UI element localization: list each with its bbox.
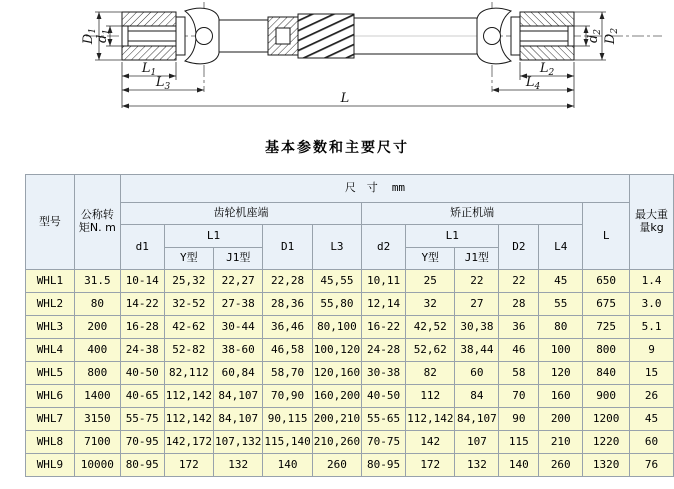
value-cell: 100,120 <box>312 339 361 362</box>
value-cell: 107 <box>455 431 499 454</box>
value-cell: 160 <box>539 385 583 408</box>
value-cell: 112,142 <box>406 408 455 431</box>
label-L2: $L_2$ <box>539 61 555 78</box>
dimensions-table <box>25 174 674 477</box>
value-cell: 82 <box>406 362 455 385</box>
value-cell: 55-75 <box>120 408 164 431</box>
value-cell: 115,140 <box>263 431 312 454</box>
value-cell: 46 <box>499 339 539 362</box>
value-cell: 82,112 <box>164 362 213 385</box>
spline-section <box>268 14 354 58</box>
value-cell: 60 <box>455 362 499 385</box>
table-row <box>26 385 674 408</box>
header-j1-type-gear: J1型 <box>214 248 263 270</box>
value-cell: 25,32 <box>164 270 213 293</box>
value-cell: 200 <box>74 316 120 339</box>
value-cell: 100 <box>539 339 583 362</box>
value-cell: 40-50 <box>120 362 164 385</box>
model-cell: WHL2 <box>26 293 75 316</box>
value-cell: 22 <box>499 270 539 293</box>
value-cell: 1.4 <box>630 270 674 293</box>
label-d1: $d_1$ <box>95 28 112 44</box>
value-cell: 112 <box>406 385 455 408</box>
value-cell: 1400 <box>74 385 120 408</box>
value-cell: 70-95 <box>120 431 164 454</box>
header-j1-type-straightener: J1型 <box>455 248 499 270</box>
size-label: 尺 寸 <box>344 181 378 195</box>
value-cell: 140 <box>499 454 539 477</box>
header-d1: d1 <box>120 225 164 270</box>
value-cell: 132 <box>214 454 263 477</box>
value-cell: 650 <box>583 270 630 293</box>
model-cell: WHL8 <box>26 431 75 454</box>
value-cell: 70 <box>499 385 539 408</box>
model-cell: WHL4 <box>26 339 75 362</box>
header-L3: L3 <box>312 225 361 270</box>
table-row <box>26 293 674 316</box>
value-cell: 172 <box>406 454 455 477</box>
value-cell: 200 <box>539 408 583 431</box>
value-cell: 45 <box>630 408 674 431</box>
value-cell: 58 <box>499 362 539 385</box>
table-row <box>26 316 674 339</box>
value-cell: 40-65 <box>120 385 164 408</box>
value-cell: 24-28 <box>362 339 406 362</box>
value-cell: 60 <box>630 431 674 454</box>
table-row <box>26 362 674 385</box>
value-cell: 140 <box>263 454 312 477</box>
value-cell: 142,172 <box>164 431 213 454</box>
model-cell: WHL6 <box>26 385 75 408</box>
value-cell: 30,38 <box>455 316 499 339</box>
value-cell: 10000 <box>74 454 120 477</box>
value-cell: 10-14 <box>120 270 164 293</box>
value-cell: 800 <box>583 339 630 362</box>
header-D2: D2 <box>499 225 539 270</box>
value-cell: 9 <box>630 339 674 362</box>
value-cell: 26 <box>630 385 674 408</box>
value-cell: 80-95 <box>120 454 164 477</box>
header-straightener-end: 矫正机端 <box>362 203 583 225</box>
value-cell: 52-82 <box>164 339 213 362</box>
value-cell: 725 <box>583 316 630 339</box>
value-cell: 22,27 <box>214 270 263 293</box>
value-cell: 46,58 <box>263 339 312 362</box>
value-cell: 24-38 <box>120 339 164 362</box>
value-cell: 16-28 <box>120 316 164 339</box>
value-cell: 84,107 <box>214 408 263 431</box>
value-cell: 52,62 <box>406 339 455 362</box>
value-cell: 5.1 <box>630 316 674 339</box>
size-unit: mm <box>391 181 406 195</box>
value-cell: 42-62 <box>164 316 213 339</box>
value-cell: 31.5 <box>74 270 120 293</box>
right-yoke <box>477 8 520 64</box>
value-cell: 115 <box>499 431 539 454</box>
value-cell: 260 <box>539 454 583 477</box>
label-L: L <box>340 91 350 106</box>
value-cell: 60,84 <box>214 362 263 385</box>
value-cell: 800 <box>74 362 120 385</box>
value-cell: 42,52 <box>406 316 455 339</box>
table-row <box>26 408 674 431</box>
value-cell: 22 <box>455 270 499 293</box>
header-torque: 公称转矩N. m <box>74 175 120 270</box>
model-cell: WHL7 <box>26 408 75 431</box>
value-cell: 112,142 <box>164 408 213 431</box>
value-cell: 14-22 <box>120 293 164 316</box>
value-cell: 900 <box>583 385 630 408</box>
value-cell: 210,260 <box>312 431 361 454</box>
value-cell: 45 <box>539 270 583 293</box>
header-y-type-straightener: Y型 <box>406 248 455 270</box>
value-cell: 25 <box>406 270 455 293</box>
value-cell: 120 <box>539 362 583 385</box>
table-row <box>26 454 674 477</box>
value-cell: 90 <box>499 408 539 431</box>
value-cell: 172 <box>164 454 213 477</box>
value-cell: 80-95 <box>362 454 406 477</box>
value-cell: 80 <box>539 316 583 339</box>
value-cell: 76 <box>630 454 674 477</box>
value-cell: 210 <box>539 431 583 454</box>
label-D1: $D_1$ <box>81 27 98 45</box>
header-L1-gear: L1 <box>164 225 263 248</box>
value-cell: 132 <box>455 454 499 477</box>
value-cell: 70,90 <box>263 385 312 408</box>
label-L1: $L_1$ <box>141 61 157 78</box>
value-cell: 112,142 <box>164 385 213 408</box>
value-cell: 120,160 <box>312 362 361 385</box>
header-L: L <box>583 203 630 270</box>
table-row <box>26 339 674 362</box>
value-cell: 3150 <box>74 408 120 431</box>
value-cell: 400 <box>74 339 120 362</box>
value-cell: 16-22 <box>362 316 406 339</box>
table-row <box>26 431 674 454</box>
value-cell: 55-65 <box>362 408 406 431</box>
value-cell: 107,132 <box>214 431 263 454</box>
header-L4: L4 <box>539 225 583 270</box>
value-cell: 10,11 <box>362 270 406 293</box>
value-cell: 38-60 <box>214 339 263 362</box>
value-cell: 142 <box>406 431 455 454</box>
header-y-type-gear: Y型 <box>164 248 213 270</box>
model-cell: WHL1 <box>26 270 75 293</box>
value-cell: 30-38 <box>362 362 406 385</box>
value-cell: 55,80 <box>312 293 361 316</box>
value-cell: 27-38 <box>214 293 263 316</box>
value-cell: 32-52 <box>164 293 213 316</box>
value-cell: 12,14 <box>362 293 406 316</box>
value-cell: 160,200 <box>312 385 361 408</box>
value-cell: 28,36 <box>263 293 312 316</box>
value-cell: 55 <box>539 293 583 316</box>
value-cell: 84,107 <box>214 385 263 408</box>
value-cell: 1200 <box>583 408 630 431</box>
value-cell: 15 <box>630 362 674 385</box>
value-cell: 200,210 <box>312 408 361 431</box>
header-d2: d2 <box>362 225 406 270</box>
header-L1-straightener: L1 <box>406 225 499 248</box>
value-cell: 36,46 <box>263 316 312 339</box>
table-row <box>26 270 674 293</box>
table-body <box>26 270 674 477</box>
value-cell: 58,70 <box>263 362 312 385</box>
label-d2: $d_2$ <box>586 28 603 44</box>
value-cell: 84 <box>455 385 499 408</box>
value-cell: 80,100 <box>312 316 361 339</box>
value-cell: 7100 <box>74 431 120 454</box>
value-cell: 3.0 <box>630 293 674 316</box>
value-cell: 28 <box>499 293 539 316</box>
drawing-caption: 基本参数和主要尺寸 <box>265 140 409 156</box>
value-cell: 32 <box>406 293 455 316</box>
label-D2: $D_2$ <box>603 27 620 45</box>
value-cell: 38,44 <box>455 339 499 362</box>
header-model: 型号 <box>26 175 75 270</box>
header-max-weight: 最大重量kg <box>630 175 674 270</box>
value-cell: 260 <box>312 454 361 477</box>
right-hub <box>520 12 574 60</box>
value-cell: 22,28 <box>263 270 312 293</box>
header-gear-end: 齿轮机座端 <box>120 203 361 225</box>
left-hub <box>122 12 176 60</box>
value-cell: 90,115 <box>263 408 312 431</box>
value-cell: 1220 <box>583 431 630 454</box>
header-size <box>120 175 629 203</box>
header-D1: D1 <box>263 225 312 270</box>
value-cell: 36 <box>499 316 539 339</box>
label-L3: $L_3$ <box>155 75 171 92</box>
value-cell: 840 <box>583 362 630 385</box>
value-cell: 27 <box>455 293 499 316</box>
model-cell: WHL9 <box>26 454 75 477</box>
value-cell: 1320 <box>583 454 630 477</box>
label-L4: $L_4$ <box>525 75 541 92</box>
value-cell: 45,55 <box>312 270 361 293</box>
coupling-drawing <box>0 0 674 122</box>
value-cell: 40-50 <box>362 385 406 408</box>
value-cell: 84,107 <box>455 408 499 431</box>
left-yoke <box>176 8 219 64</box>
value-cell: 30-44 <box>214 316 263 339</box>
value-cell: 70-75 <box>362 431 406 454</box>
value-cell: 675 <box>583 293 630 316</box>
model-cell: WHL3 <box>26 316 75 339</box>
model-cell: WHL5 <box>26 362 75 385</box>
value-cell: 80 <box>74 293 120 316</box>
